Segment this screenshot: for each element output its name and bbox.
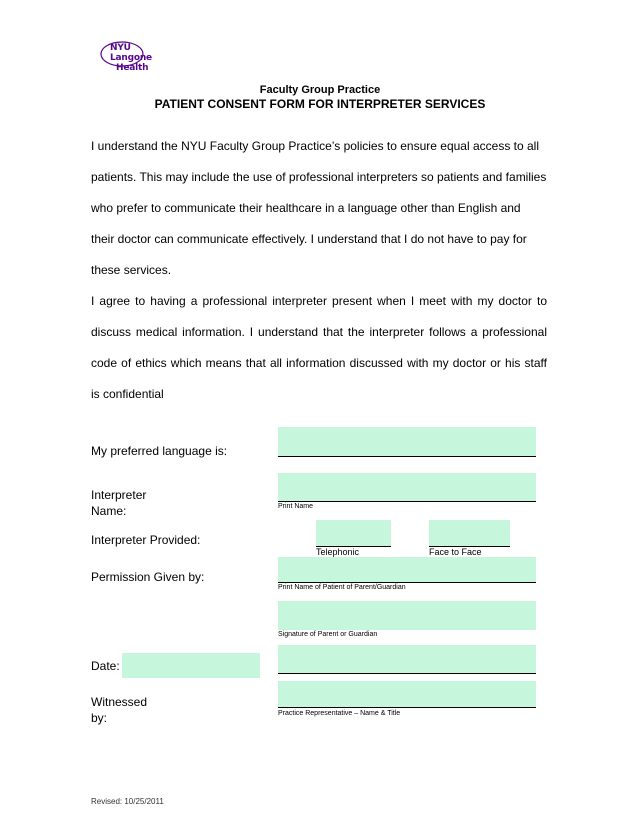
telephonic-label: Telephonic [316,547,360,557]
consent-paragraph-1: I understand the NYU Faculty Group Practice’s policies to ensure equal access to all patients. This may include the use of professional interpreters so patients and families who prefer to communicate their healthcare in a language other than English and their doctor can communicate effectively. I understand that I do not have to pay for these services. [91,139,547,277]
logo-text [110,43,170,73]
patient-name-field[interactable] [278,557,536,583]
interpreter-name-label-line-2: Name: [91,504,127,518]
witnessed-label-line-1: Witnessed [91,695,148,709]
print-name-patient-caption: Print Name of Patient of Parent/Guardian [278,584,406,591]
date-label: Date: [91,659,120,673]
interpreter-name-field[interactable] [278,473,536,502]
permission-label: Permission Given by: [91,570,205,584]
practice-rep-caption: Practice Representative – Name & Title [278,710,401,717]
revised-date: Revised: 10/25/2011 [91,797,164,806]
consent-paragraph-2: I agree to having a professional interpreter present when I meet with my doctor to discuss medical information. I understand that the interpreter follows a professional code of ethics which means that all information discussed with my doctor or his staff is confidential [91,294,547,401]
form-title: PATIENT CONSENT FORM FOR INTERPRETER SERVICES [154,97,486,111]
logo-line-1: NYU Langone [110,43,152,63]
signature-field[interactable] [278,601,536,630]
org-heading: Faculty Group Practice [259,84,381,96]
interpreter-provided-label: Interpreter Provided: [91,533,201,547]
logo-line-2: Health [116,63,149,73]
date-right-field[interactable] [278,645,536,674]
date-field[interactable] [122,653,260,678]
print-name-caption: Print Name [278,503,314,510]
interpreter-name-label-line-1: Interpreter [91,488,147,502]
signature-caption: Signature of Parent or Guardian [278,631,378,638]
nyu-langone-logo [100,40,170,73]
telephonic-field[interactable] [316,520,391,547]
preferred-language-field[interactable] [278,427,536,457]
preferred-language-label: My preferred language is: [91,444,228,458]
witnessed-label-line-2: by: [91,711,108,725]
face-to-face-field[interactable] [429,520,510,547]
face-to-face-label: Face to Face [429,547,482,557]
practice-rep-field[interactable] [278,681,536,708]
